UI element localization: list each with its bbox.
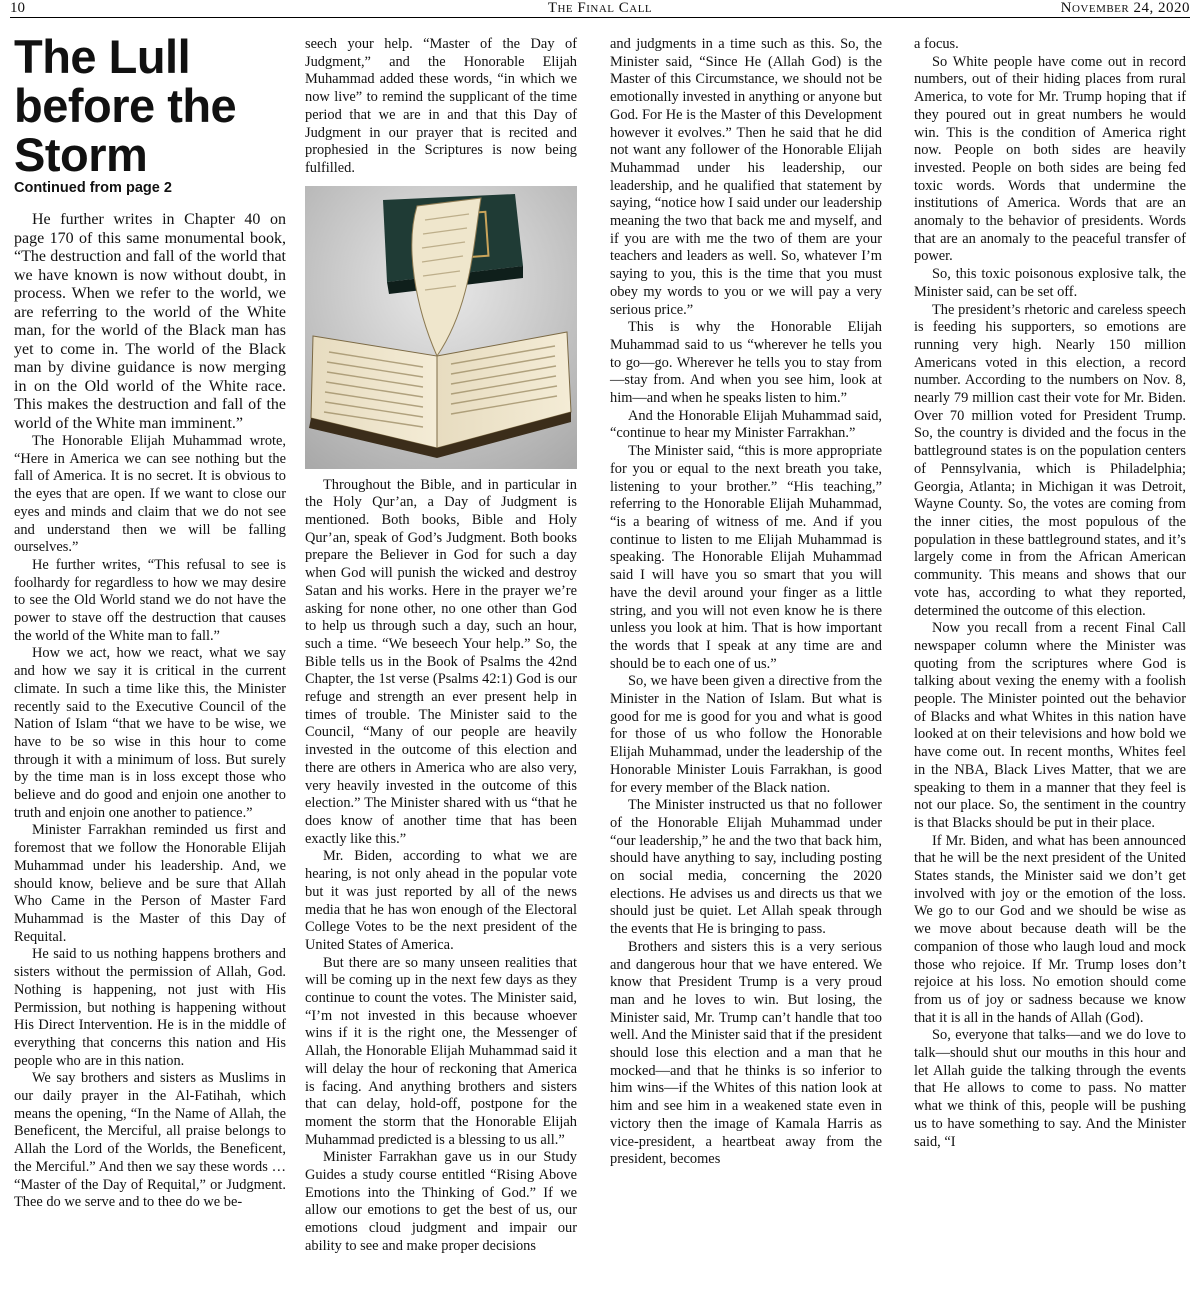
paragraph: seech your help. “Master of the Day of Judgment,” and the Honorable Elijah Muhammad added these words, “in which we now live” to remind the supplicant of the time period that we are in and that this Day of Judgment in our prayer that is recited and prophesied in the Scriptures is now being fulfilled.	[305, 36, 577, 176]
paragraph: Minister Farrakhan reminded us first and foremost that we follow the Honorable Elijah Muhammad under his leadership. And, we should know, believe and be sure that Allah Who Came in the Person of Master Fard Muhammad is the Master of this Day of Requital.	[14, 822, 286, 945]
article-column-3	[610, 36, 882, 1169]
paragraph: So, we have been given a directive from the Minister in the Nation of Islam. But what is good for me is good for you and what is good for those of us who follow the Honorable Elijah Muhammad, under the leadership of the Honorable Minister Louis Farrakhan, is good for every member of the Black nation.	[610, 673, 882, 796]
paragraph: So White people have come out in record numbers, out of their hiding places from rural America, to vote for Mr. Trump hoping that if they poured out in great numbers he would win. This is the condition of America right now. People on both sides are heavily invested. People on both sides are being fed toxic words. Words that undermine the institutions of America. Words that are an anomaly to the behavior of presidents. Words that are an anomaly to the peaceful transfer of power.	[914, 53, 1186, 265]
article-headline: The Lull before the Storm	[14, 30, 237, 181]
paragraph: If Mr. Biden, and what has been announced that he will be the next president of the United States stands, the Minister said we don’t get involved with joy or the emotion of the loss. We go to our God and we should be wise as we move about because death will be the companion of those who laugh loud and mock those who rejoice. If Mr. Trump loses don’t rejoice at his loss. No emotion should come from us of joy or sadness because we know that it is all in the hands of Allah (God).	[914, 832, 1186, 1026]
quran-photo	[305, 186, 577, 469]
paragraph: Brothers and sisters this is a very serious and dangerous hour that we have entered. We know that President Trump is a very proud man and he loves to win. But losing, the Minister said, Mr. Trump can’t handle that too well. And the Minister said that if the president should lose this election and a man that he mocked—and that he thinks is so inferior to him wins—if the Whites of this nation look at him and see him in a weakened state even in victory then the image of Kamala Harris as vice-president, a heartbeat away from the president, becomes	[610, 938, 882, 1168]
paragraph: So, this toxic poisonous explosive talk, the Minister said, can be set off.	[914, 266, 1186, 300]
paragraph: The Minister instructed us that no follower of the Honorable Elijah Muhammad under “our leadership,” he and the two that back him, should have anything to say, including posting on social media, concerning the 2020 elections. He advises us and directs us that we should just be quiet. Let Allah speak through the events that He is bringing to pass.	[610, 797, 882, 938]
continued-from-label: Continued from page 2	[14, 180, 172, 196]
paragraph: The president’s rhetoric and careless speech is feeding his supporters, so emotions are running very high. Nearly 150 million Americans voted in this election, a record number. According to the numbers on Nov. 8, nearly 79 million cast their vote for Mr. Biden. Over 70 million voted for President Trump. So, the country is divided and the focus in the battleground states is on the population centers of Pennsylvania, which is Philadelphia; Georgia, Atlanta; in Michigan it was Detroit, Wayne County. So, the votes are coming from the inner cities, the most populous of the population in these battleground states, and it’s largely come in from the African American community. This means and shows that our vote has, according to what they reported, determined the outcome of this election.	[914, 301, 1186, 619]
paragraph: and judgments in a time such as this. So, the Minister said, “Since He (Allah God) is the Master of this Circumstance, we should not be emotionally invested in anything or anyone but God. For He is the Master of this Development however it evolves.” Then he said that he did not want any follower of the Honorable Elijah Muhammad under his leadership, our leadership, and he qualified that statement by saying, “notice how I said under our leadership meaning the two that back me and myself, and if you are with me the two of them are your teachers and leaders as well. So, whatever I’m saying to you, this is the time that you must obey my words to you or we will pay a very serious price.”	[610, 36, 882, 318]
paragraph: So, everyone that talks—and we do love to talk—should shut our mouths in this hour and let Allah guide the talking through the events that He allows to come to pass. No matter what we think of this, people will be pushing us to have something to say. And the Minister said, “I	[914, 1027, 1186, 1150]
article-column-1	[14, 32, 286, 1212]
paragraph: The Honorable Elijah Muhammad wrote, “Here in America we can see nothing but the fall of America. It is no secret. It is obvious to the eyes that are open. If we want to close our eyes and minds and claim that we do not see and understand then we will be falling ourselves.”	[14, 433, 286, 556]
paragraph: He said to us nothing happens brothers and sisters without the permission of Allah, God. Nothing is happening, not just with His Permission, but nothing is happening without His Direct Intervention. He is in the middle of everything that concerns this nation and His people who are in this nation.	[14, 946, 286, 1069]
paragraph: He further writes, “This refusal to see is foolhardy for regardless to how we may desire to see the Old World stand we do not have the power to stave off the destruction that causes the world of the White man to fall.”	[14, 556, 286, 644]
page-header	[10, 0, 1190, 18]
publication-name: The Final Call	[547, 0, 653, 16]
paragraph: The Minister said, “this is more appropriate for you or equal to the next breath you take, listening to your brother.” “His teaching,” referring to the Honorable Elijah Muhammad, “is a bearing of witness of me. And if you continue to listen to me Elijah Muhammad is speaking. The Honorable Elijah Muhammad said I will have you so smart that you will have the devil around your finger as a little string, and you will not even know he is there unless you look at him. That is how important the words that I speak at any time are and should be to each one of us.”	[610, 443, 882, 672]
paragraph: And the Honorable Elijah Muhammad said, “continue to hear my Minister Farrakhan.”	[610, 407, 882, 442]
paragraph: a focus.	[914, 36, 959, 52]
paragraph: He further writes in Chapter 40 on page 170 of this same monumental book, “The destruction and fall of the world that we have known is now without doubt, in process. When we refer to the world, we are referring to the world of the White man, for the world of the Black man has yet to come in. The world of the Black man by divine guidance is now merging in on the Old world of the White race. This makes the destruction and fall of the world of the White man imminent.”	[14, 211, 286, 432]
paragraph: Minister Farrakhan gave us in our Study Guides a study course entitled “Rising Above Emotions into the Thinking of God.” If we allow our emotions to get the best of us, our emotions cloud judgment and impair our ability to see and make proper decisions	[305, 1149, 577, 1254]
paragraph: But there are so many unseen realities that will be coming up in the next few days as they continue to count the votes. The Minister said, “I’m not invested in this because whoever wins if it is the right one, the Messenger of Allah, the Honorable Elijah Muhammad said it will delay the hour of reckoning that America is facing. And anything brothers and sisters that can delay, hold-off, postpone for the moment the storm that the Honorable Elijah Muhammad predicted is a blessing to us all.”	[305, 954, 577, 1148]
page-number: 10	[10, 0, 25, 16]
open-book-illustration	[305, 186, 577, 469]
paragraph: How we act, how we react, what we say and how we say it is critical in the current climate. In such a time like this, the Minister recently said to the Executive Council of the Nation of Islam “that we have to be wise, we have to be so wise in this hour to come through it with a minimum of loss. But surely by the time man is in loss except those who believe and do good and enjoin one another to truth and enjoin one another to patience.”	[14, 645, 286, 821]
article-column-2	[305, 36, 577, 1256]
issue-date: November 24, 2020	[1060, 0, 1190, 16]
paragraph: This is why the Honorable Elijah Muhammad said to us “wherever he tells you to go—go. Wherever he tells you to stay from—stay from. And when you see him, look at him—and when he speaks listen to him.”	[610, 319, 882, 407]
paragraph: Now you recall from a recent Final Call newspaper column where the Minister was quoting from the scriptures where God is talking about vexing the enemy with a foolish people. The Minister pointed out the behavior of Blacks and what Whites in this nation have looked at on their televisions and how bold we have come out. In recent months, Whites feel in the NBA, Black Lives Matter, that we are speaking to them in a manner that they feel is not our place. So, the sentiment in the country is that Blacks should be put in their place.	[914, 620, 1186, 831]
paragraph: We say brothers and sisters as Muslims in our daily prayer in the Al-Fatihah, which means the opening, “In the Name of Allah, the Beneficent, the Merciful, all praise belongs to Allah the Lord of the Worlds, the Beneficent, the Merciful.” And then we say these words … “Master of the Day of Requital,” or Judgment. Thee do we serve and to thee do we be-	[14, 1070, 286, 1211]
paragraph: Throughout the Bible, and in particular in the Holy Qur’an, a Day of Judgment is mentioned. Both books, Bible and Holy Qur’an, speak of God’s Judgment. Both books prepare the Believer in God for such a day when God will punish the wicked and destroy Satan and his works. Here in the prayer we’re asking for none other, no one other than God to help us through such a day, such an hour, such a time. “We beseech Your help.” So, the Bible tells us in the Book of Psalms the 42nd Chapter, the 1st verse (Psalms 42:1) God is our refuge and strength an ever present help in times of trouble. The Minister said to the Council, “Many of our people are heavily invested in the outcome of this election and there are others in America who are also very, very heavily invested in the outcome of this election.” The Minister shared with us “that he does know of another time that has been exactly like this.”	[305, 476, 577, 847]
article-column-4	[914, 36, 1186, 1151]
paragraph: Mr. Biden, according to what we are hearing, is not only ahead in the popular vote but it was just reported by all of the news media that he has won enough of the Electoral College Votes to be the next president of the United States of America.	[305, 848, 577, 953]
